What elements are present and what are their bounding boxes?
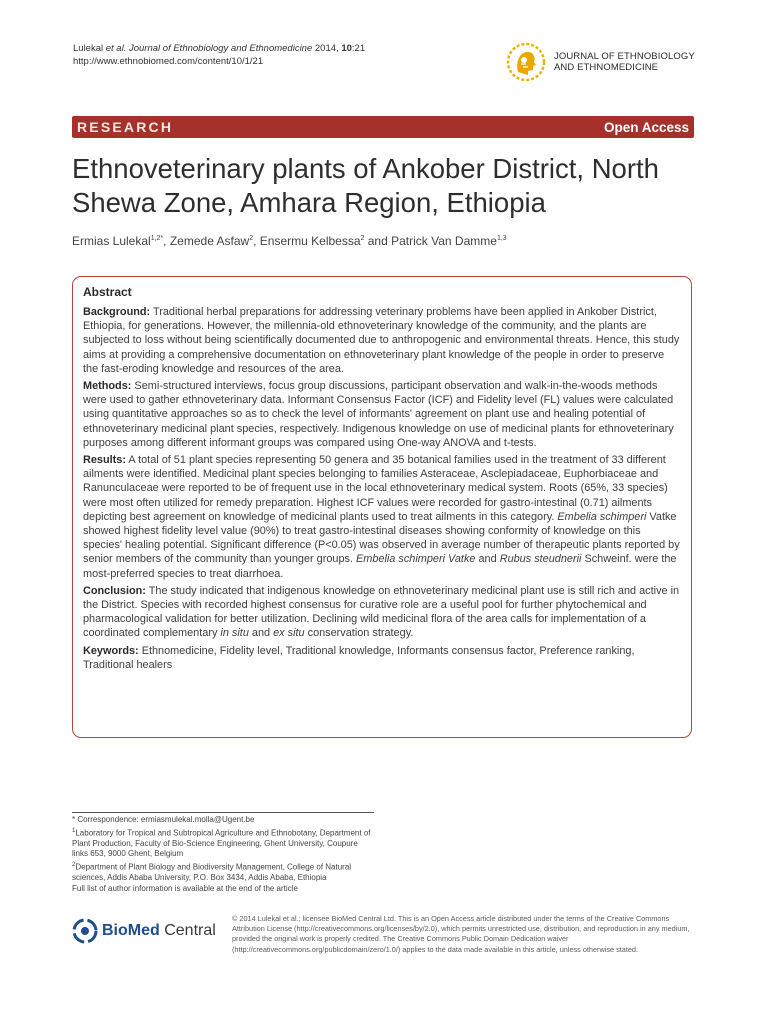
section-label: RESEARCH xyxy=(77,119,174,135)
publisher-name: BioMed Central xyxy=(102,922,216,939)
article-url[interactable]: http://www.ethnobiomed.com/content/10/1/21 xyxy=(73,56,264,67)
abstract-methods: Methods: Semi-structured interviews, focus group discussions, participant observation and walk-in-the-woods methods were used to gather ethnoveterinary data. Informant Consensus Factor (ICF) and Fidelity level (FL) values were calculated using quantitative approaches so as to check the level of informants' agreement on plant use and healing potential of ethnoveterinary medicinal plant species, respectively. Indigenous knowledge on use of medicinal plants for ethnoveterinary purposes among different informant groups was compared using One-way ANOVA and t-tests. xyxy=(83,380,674,449)
citation-header xyxy=(73,42,365,68)
affiliation-2: $^2$Department of Plant Biology and Biodiversity Management, College of Natural sciences, Addis Ababa University, P.O. Box 3434, Addis Ababa, Ethiopia xyxy=(72,862,352,883)
abstract-conclusion: Conclusion: The study indicated that indigenous knowledge on ethnoveterinary medicinal plant use is still rich and active in the District. Species with recorded highest consensus for curative role are a useful pool for further phytochemical and pharmacological validation for better utilization. Declining wild medicinal flora of the area calls for implementation of a coordinated complementary in situ and ex situ conservation strategy. xyxy=(83,584,680,640)
footnote-divider xyxy=(72,812,374,813)
abstract-heading: Abstract xyxy=(83,285,132,299)
journal-logo xyxy=(504,42,695,82)
footnotes xyxy=(72,815,372,894)
journal-name: JOURNAL OF ETHNOBIOLOGY AND ETHNOMEDICINE xyxy=(554,50,695,73)
open-access-badge: Open Access xyxy=(603,119,689,135)
citation-volume: 10 xyxy=(341,43,352,54)
biomed-central-swirl-icon xyxy=(72,918,98,944)
affiliation-1: $^1$Laboratory for Tropical and Subtropical Agriculture and Ethnobotany, Department of Plant Production, Faculty of Bio-Science Engineering, Ghent University, Coupure links 653, 9000 Ghent, Belgium xyxy=(72,827,371,859)
citation-line: Lulekal et al. Journal of Ethnobiology and Ethnomedicine 2014, 10:21 xyxy=(73,43,366,54)
author[interactable]: Patrick Van Damme xyxy=(391,234,497,248)
biomed-central-logo xyxy=(72,918,216,944)
section-banner xyxy=(72,116,694,138)
abstract-background: Background: Traditional herbal preparations for addressing veterinary problems have been applied in Ankober District, Ethiopia, for generations. However, the millennia-old ethnoveterinary knowledge of the community, and the plants are subjected to loss without being scientifically documented due to anthropogenic and environmental threats. Hence, this study aims at providing a comprehensive documentation on ethnoveterinary plant knowledge of the people in order to preserve the fast-eroding knowledge and resources of the area. xyxy=(83,306,680,375)
author-info-note: Full list of author information is available at the end of the article xyxy=(72,883,298,893)
citation-journal: et al. Journal of Ethnobiology and Ethnomedicine xyxy=(105,43,313,54)
correspondence[interactable]: * Correspondence: ermiasmulekal.molla@Ugent.be xyxy=(72,815,255,824)
abstract-box xyxy=(72,276,692,738)
abstract-results: Results: A total of 51 plant species representing 50 genera and 35 botanical families used in the treatment of 33 different ailments were identified. Medicinal plant species belonging to families Asteraceae, Asclepiadaceae, Euphorbiaceae and Ranunculaceae were reported to be of frequent use in the local ethnoveterinary medical system. Roots (65%, 33 species) were most often utilized for remedy preparation. Highest ICF values were recorded for gastro-intestinal (0.71) ailments depicting best agreement on knowledge of medicinal plants used to treat ailments in this category. Embelia schimperi Vatke showed highest fidelity level value (90%) to treat gastro-intestinal diseases showing conformity of knowledge on this species' healing potential. Significant difference (P<0.05) was observed in average number of therapeutic plants reported by senior members of the community than younger groups. Embelia schimperi Vatke and Rubus steudnerii Schweinf. were the most-preferred species to treat diarrhoea. xyxy=(83,454,680,580)
author[interactable]: Zemede Asfaw xyxy=(169,234,250,248)
abstract-keywords: Keywords: Ethnomedicine, Fidelity level, Traditional knowledge, Informants consensus factor, Preference ranking, Traditional healers xyxy=(83,644,635,671)
author[interactable]: Ermias Lulekal xyxy=(72,234,151,248)
article-title: Ethnoveterinary plants of Ankober District, North Shewa Zone, Amhara Region, Ethiopia xyxy=(72,153,659,218)
journal-head-icon xyxy=(504,42,548,82)
license-text: © 2014 Lulekal et al.; licensee BioMed Central Ltd. This is an Open Access article distributed under the terms of the Creative Commons Attribution License (http://creativecommons.org/licenses/by/2.0), which permits unrestricted use, distribution, and reproduction in any medium, provided the original work is properly credited. The Creative Commons Public Domain Dedication waiver (http://creativecommons.org/publicdomain/zero/1.0/) applies to the data made available in this article, unless otherwise stated. xyxy=(232,914,690,954)
author[interactable]: Ensermu Kelbessa xyxy=(259,234,361,248)
author-list: Ermias Lulekal$^{1,2*}$, Zemede Asfaw$^2$, Ensermu Kelbessa$^2$ and Patrick Van Damme$^{1,3}$ xyxy=(72,234,507,248)
